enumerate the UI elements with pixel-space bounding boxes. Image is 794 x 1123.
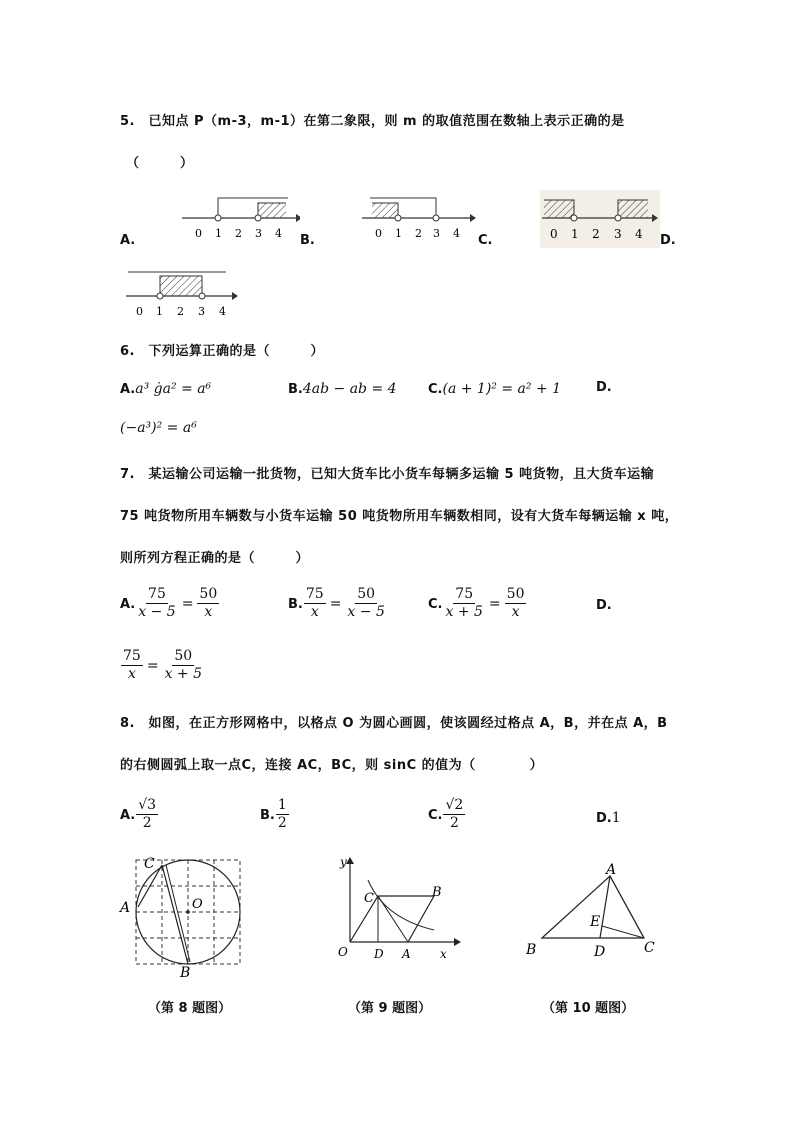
q7-option-a: A. $\frac{75}{x - 5}$ = $\frac{50}{x}$ (120, 586, 218, 620)
q8-line-2: 的右侧圆弧上取一点C，连接 AC，BC，则 sinC 的值为（ ） (120, 758, 544, 773)
fig10-label-b: B (526, 942, 537, 958)
q7-line-1: 7. 某运输公司运输一批货物，已知大货车比小货车每辆多运输 5 吨货物，且大货车运输 (120, 467, 655, 482)
fig9-label-c: C (364, 891, 374, 906)
figure-8-caption: （第 8 题图） (148, 1001, 232, 1016)
q7-a-label: A. (120, 597, 136, 612)
fig8-label-b: B (180, 965, 191, 980)
q7-line-2: 75 吨货物所用车辆数与小货车运输 50 吨货物所用车辆数相同，设有大货车每辆运输 x 吨， (120, 509, 679, 524)
q6-option-b (288, 378, 397, 397)
q8-a-label: A. (120, 808, 136, 823)
q8-line-1: 8. 如图，在正方形网格中，以格点 O 为圆心画圆，使该圆经过格点 A，B，并在点 A，B (120, 716, 668, 731)
tick-0: 0 (550, 227, 558, 241)
tick-4: 4 (453, 227, 460, 240)
q7-c-left-frac: $\frac{75}{x + 5}$ (445, 586, 483, 620)
q8-option-b (260, 797, 290, 832)
q6-b-label: B. (288, 382, 303, 397)
q7-c-right-frac: $\frac{50}{x}$ (506, 586, 525, 620)
q6-a-label: A. (120, 382, 136, 397)
fig10-label-d: D (594, 944, 606, 960)
q8-c-frac: $\frac{√2}{2}$ (445, 797, 464, 831)
figure-10-caption: （第 10 题图） (542, 1001, 635, 1016)
q8-option-d (596, 807, 621, 826)
q8-d-label: D. (596, 811, 612, 826)
q6-b-expr: 4ab − ab = 4 (302, 381, 397, 397)
tick-1: 1 (156, 305, 163, 318)
fig9-label-b: B (432, 885, 442, 900)
q7-option-b: B. $\frac{75}{x}$ = $\frac{50}{x - 5}$ (288, 586, 385, 620)
q7-option-d: $\frac{75}{x}$ = $\frac{50}{x + 5}$ (123, 648, 202, 682)
tick-1: 1 (215, 227, 222, 240)
fig10-label-a: A (606, 862, 617, 878)
tick-2: 2 (415, 227, 422, 240)
q7-line-3: 则所列方程正确的是（ ） (120, 551, 310, 566)
q6-c-expr: (a + 1)² = a² + 1 (442, 381, 562, 397)
q8-b-frac: $\frac{1}{2}$ (277, 797, 287, 831)
tick-4: 4 (275, 227, 282, 240)
tick-2: 2 (235, 227, 242, 240)
q5-number-line-a (180, 190, 300, 245)
q6-d-expr: (−a³)² = a⁶ (120, 420, 197, 436)
q5-number-line-d (120, 262, 250, 320)
q7-c-label: C. (428, 597, 443, 612)
q6-option-c (428, 378, 561, 397)
q8-d-value: 1 (611, 810, 621, 826)
q8-option-c (428, 797, 466, 832)
q7-a-left-frac: $\frac{75}{x - 5}$ (138, 586, 176, 620)
q5-option-d-label: D. (660, 233, 676, 248)
q8-c-label: C. (428, 808, 443, 823)
q8-option-a (120, 797, 159, 832)
tick-3: 3 (255, 227, 262, 240)
q5-option-a-label: A. (120, 233, 136, 248)
q7-b-right-frac: $\frac{50}{x - 5}$ (347, 586, 385, 620)
fig10-label-e: E (590, 914, 601, 930)
q7-option-c: C. $\frac{75}{x + 5}$ = $\frac{50}{x}$ (428, 586, 525, 620)
fig8-label-c: C (144, 856, 155, 872)
tick-4: 4 (635, 227, 643, 241)
q6-a-expr: a³ ġa² = a⁶ (135, 381, 212, 397)
fig8-label-a: A (120, 900, 131, 916)
q5-option-b-label: B. (300, 233, 315, 248)
tick-0: 0 (136, 305, 143, 318)
figure-10 (522, 860, 667, 965)
q5-stem: 5. 已知点 P（m-3，m-1）在第二象限，则 m 的取值范围在数轴上表示正确的是 (120, 114, 625, 129)
q7-d-right-frac: $\frac{50}{x + 5}$ (164, 648, 202, 682)
q5-option-c-label: C. (478, 233, 493, 248)
fig8-label-o: O (192, 897, 203, 912)
fig9-label-d: D (374, 947, 384, 961)
q8-b-label: B. (260, 808, 275, 823)
fig10-label-c: C (644, 940, 655, 956)
tick-2: 2 (592, 227, 600, 241)
q5-paren: （ ） (126, 156, 194, 171)
q7-a-right-frac: $\frac{50}{x}$ (199, 586, 218, 620)
tick-0: 0 (375, 227, 382, 240)
tick-4: 4 (219, 305, 226, 318)
fig9-label-x: x (440, 947, 447, 961)
q7-b-left-frac: $\frac{75}{x}$ (305, 586, 324, 620)
tick-3: 3 (198, 305, 205, 318)
q7-d-left-frac: $\frac{75}{x}$ (123, 648, 141, 682)
q8-a-frac: $\frac{√3}{2}$ (138, 797, 157, 831)
tick-2: 2 (177, 305, 184, 318)
figure-8 (118, 850, 250, 980)
figure-9 (336, 850, 466, 965)
q6-d-label: D. (596, 380, 612, 395)
q5-number-line-b (360, 190, 480, 245)
tick-1: 1 (571, 227, 579, 241)
tick-0: 0 (195, 227, 202, 240)
q7-d-label: D. (596, 598, 612, 613)
q6-stem: 6. 下列运算正确的是（ ） (120, 344, 324, 359)
fig9-label-y: y (340, 855, 347, 869)
q6-option-a (120, 378, 211, 397)
q5-number-line-c (540, 190, 660, 248)
q6-c-label: C. (428, 382, 443, 397)
tick-3: 3 (614, 227, 622, 241)
tick-3: 3 (433, 227, 440, 240)
figure-9-caption: （第 9 题图） (348, 1001, 432, 1016)
fig9-label-o: O (338, 945, 348, 959)
fig9-label-a: A (402, 947, 411, 961)
q7-b-label: B. (288, 597, 303, 612)
tick-1: 1 (395, 227, 402, 240)
